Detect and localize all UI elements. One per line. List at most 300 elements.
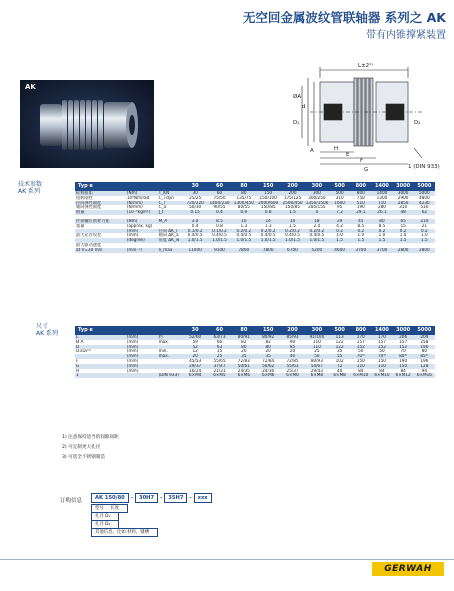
table-cell: 1600: [329, 201, 350, 206]
table-cell: 55: [329, 354, 350, 359]
table-cell: 82: [256, 340, 280, 345]
table-cell: 50/62: [256, 364, 280, 369]
footnote-2: 2) 可定制更大孔径: [62, 445, 101, 450]
header-cell: [126, 182, 158, 191]
table-cell: 1.0: [350, 233, 371, 238]
table-cell: 1400: [371, 191, 392, 196]
table-cell: 80/55: [232, 205, 256, 210]
table-cell: 0.1/0.2: [183, 229, 207, 234]
table-cell: 8.5: [207, 219, 231, 224]
table-cell: 1.0: [393, 233, 414, 238]
table-cell: 1.0/1.5: [207, 238, 231, 243]
table-cell: 轴向 ΔK_a: [158, 233, 183, 238]
table-cell: 206: [393, 335, 414, 340]
table-cell: 157: [350, 340, 371, 345]
table-cell: 122: [329, 340, 350, 345]
table-cell: 20: [280, 349, 304, 354]
order-dash: -: [130, 495, 133, 501]
table-cell: 40: [329, 369, 350, 374]
table-cell: 1.0/1.5: [305, 238, 329, 243]
order-code: [91, 493, 212, 503]
table-cell: 150: [256, 191, 280, 196]
table-cell: 4800: [414, 196, 435, 201]
table-cell: 66: [207, 340, 231, 345]
table-cell: 0.2: [393, 229, 414, 234]
dim-d1: D₁: [293, 120, 300, 126]
table-cell: (Nm): [126, 219, 158, 224]
technical-drawing: [290, 58, 448, 178]
table-cell: 角度 ΔK_w: [158, 238, 183, 243]
table-cell: 84: [371, 369, 392, 374]
table-cell: 0.4/0.5: [280, 233, 304, 238]
table-cell: Ø A: [75, 340, 126, 345]
table-cell: 45: [350, 219, 371, 224]
table-cell: 26.1: [371, 210, 392, 215]
table-cell: 拧紧螺钉锁紧力矩: [75, 219, 126, 224]
header-cell: Typ e: [75, 182, 126, 191]
table-cell: 190: [414, 345, 435, 350]
table-cell: 径向弹性刚度: [75, 201, 126, 206]
table-cell: (mm): [126, 229, 158, 234]
header-cell: 30: [183, 182, 207, 191]
table-cell: 6×M4: [183, 373, 207, 378]
table-cell: 29/43: [305, 369, 329, 374]
order-dash: -: [189, 495, 192, 501]
table-cell: 0.4/0.5: [232, 233, 256, 238]
table-cell: 6×M8: [305, 373, 329, 378]
table-cell: 135/75: [232, 196, 256, 201]
header-cell: 500: [329, 326, 350, 335]
table-cell: 52: [183, 345, 207, 350]
header-cell: 80: [232, 182, 256, 191]
table-cell: L: [75, 335, 126, 340]
table-cell: 48: [393, 210, 414, 215]
header-cell: 3000: [393, 182, 414, 191]
dim-a: A: [310, 148, 314, 154]
table-cell: J_t: [158, 210, 183, 215]
table-cell: D: [75, 345, 126, 350]
table-cell: 70³⁾: [350, 354, 371, 359]
header-cell: 5000: [414, 326, 435, 335]
header-cell: 60: [207, 326, 231, 335]
header-cell: 80: [232, 326, 256, 335]
table-cell: C_Tdyn: [158, 196, 183, 201]
table-cell: 90: [280, 340, 304, 345]
table-cell: M_A: [158, 219, 183, 224]
table-cell: (DIN 933): [158, 373, 183, 378]
table-cell: C_a: [158, 205, 183, 210]
table-cell: 1.5: [371, 238, 392, 243]
section1-label: [18, 181, 42, 195]
table-cell: 0.9: [232, 210, 256, 215]
table-cell: 0.4/0.5: [207, 233, 231, 238]
table-cell: 110: [305, 345, 329, 350]
table-cell: (10⁻³kgm²): [126, 210, 158, 215]
table-cell: 55/63: [280, 364, 304, 369]
table-cell: 80/93: [305, 359, 329, 364]
table-cell: 72/83: [232, 359, 256, 364]
table-cell: (N/mm): [126, 205, 158, 210]
table-cell: 7800: [256, 248, 280, 253]
dim-f: F: [360, 158, 364, 164]
table-cell: 14: [280, 219, 304, 224]
table-cell: 110: [371, 364, 392, 369]
table-cell: 80: [414, 349, 435, 354]
table-cell: 1300: [371, 196, 392, 201]
table-cell: 4: [305, 210, 329, 215]
order-legend-bore1: 孔径 D₁: [95, 514, 111, 519]
order-bore1-box: 30H7: [135, 493, 158, 503]
table-cell: 1.0: [329, 233, 350, 238]
table-cell: 2500/450: [280, 201, 304, 206]
table-cell: 0.2: [371, 229, 392, 234]
table-cell: n_max: [158, 248, 183, 253]
table-cell: 91/104: [305, 335, 329, 340]
dimensions-table: [75, 326, 435, 378]
table-cell: (mm): [126, 359, 158, 364]
order-legend-bore2: 孔径 D₂: [95, 522, 111, 527]
footer-divider: [0, 559, 454, 560]
table-cell: (min⁻¹): [126, 248, 158, 253]
table-cell: 0.2: [329, 229, 350, 234]
table-cell: 300/250: [305, 196, 329, 201]
section2-label-line2: AK 系列: [36, 330, 58, 337]
table-cell: 0.4: [207, 210, 231, 215]
header-cell: 1400: [371, 326, 392, 335]
order-legend-type: 型号: [95, 506, 104, 511]
header-cell: [158, 182, 183, 191]
table-cell: 170: [371, 335, 392, 340]
table-cell: 60: [207, 191, 231, 196]
table-cell: 最大允许误差: [75, 233, 126, 238]
table-cell: 150: [371, 359, 392, 364]
section2-label: [36, 323, 58, 337]
table-cell: 72/84: [256, 359, 280, 364]
table-cell: 152: [393, 345, 414, 350]
header-cell: 30: [183, 326, 207, 335]
table-cell: (mm): [126, 369, 158, 374]
table-cell: 0.4/0.5: [183, 233, 207, 238]
header-cell: 200: [280, 182, 304, 191]
table-cell: 75/50: [207, 196, 231, 201]
table-cell: 3.0: [183, 219, 207, 224]
table-cell: 10: [232, 219, 256, 224]
table-cell: 85/93: [280, 335, 304, 340]
table-header: [75, 182, 435, 191]
table-cell: 80³⁾: [393, 354, 414, 359]
table-cell: 209: [414, 335, 435, 340]
coupling-image: [20, 80, 154, 168]
table-cell: 3000: [393, 191, 414, 196]
table-cell: F: [75, 359, 126, 364]
table-cell: 110: [350, 364, 371, 369]
table-cell: 0.2: [350, 229, 371, 234]
table-cell: 29: [329, 219, 350, 224]
table-cell: G: [75, 364, 126, 369]
table-cell: (Nm): [126, 191, 158, 196]
table-cell: 85³⁾: [414, 354, 435, 359]
table-cell: 1.0/1.5: [280, 238, 304, 243]
table-cell: 80: [232, 191, 256, 196]
section1-label-line1: 技术参数: [18, 181, 43, 188]
table-cell: 径向 ΔK_r: [158, 229, 183, 234]
table-cell: 80: [232, 345, 256, 350]
table-cell: 310: [329, 196, 350, 201]
table-cell: 7800: [232, 248, 256, 253]
table-cell: 80/92: [256, 335, 280, 340]
table-cell: 510: [414, 205, 435, 210]
table-row: [75, 248, 435, 253]
order-legend-extra: 其他信息，比如 材料、键槽: [95, 530, 150, 535]
table-cell: 0.4/0.5: [256, 233, 280, 238]
table-cell: (mm): [126, 349, 158, 354]
table-cell: 190: [350, 205, 371, 210]
table-cell: 1.5: [280, 224, 304, 229]
photo-label: AK: [25, 83, 36, 91]
table-cell: 14: [256, 219, 280, 224]
table-cell: 8.5: [371, 224, 392, 229]
table-cell: 52/60: [183, 335, 207, 340]
table-cell: 1.0/1.5: [232, 238, 256, 243]
section2-label-line1: 尺寸: [36, 323, 49, 330]
gerwah-logo: GERWAH: [372, 562, 444, 576]
table-cell: 2800: [393, 248, 414, 253]
table-cell: 190: [393, 359, 414, 364]
technical-data-table: [75, 182, 435, 253]
table-cell: 最大驱动速度: [75, 243, 126, 248]
table-cell: 20: [183, 354, 207, 359]
table-cell: 84: [393, 369, 414, 374]
order-type-box: AK 150/80: [91, 493, 129, 503]
table-cell: 0.2/0.2: [232, 229, 256, 234]
table-cell: 9100: [207, 248, 231, 253]
table-cell: 6×M6: [256, 373, 280, 378]
table-cell: 35: [232, 354, 256, 359]
table-cell: (mm): [126, 354, 158, 359]
table-cell: 20: [256, 349, 280, 354]
table-cell: (degree): [126, 238, 158, 243]
table-cell: 2000/600: [256, 201, 280, 206]
table-cell: 1.5: [414, 238, 435, 243]
table-cell: 40: [280, 354, 304, 359]
order-bore2-box: 35H7: [164, 493, 187, 503]
table-cell: 50: [350, 349, 371, 354]
table-cell: 175/125: [280, 196, 304, 201]
header-cell: 300: [305, 326, 329, 335]
table-cell: (mm): [126, 364, 158, 369]
table-cell: 1350/1500: [305, 200, 329, 205]
table-cell: 157: [371, 340, 392, 345]
table-cell: (mm): [126, 335, 158, 340]
table-cell: (mm): [126, 345, 158, 350]
table-cell: 1.5: [393, 238, 414, 243]
table-cell: 6×M10: [371, 373, 392, 378]
table-cell: 30: [183, 191, 207, 196]
footnote-1: 1) 注意保持适当的间隙间距: [62, 435, 119, 440]
table-cell: 50: [371, 349, 392, 354]
dim-h: H: [334, 146, 339, 152]
table-cell: 2.4: [305, 224, 329, 229]
table-cell: 59: [183, 340, 207, 345]
header-cell: 200: [280, 326, 304, 335]
table-cell: 800: [350, 191, 371, 196]
order-extra-box: xxx: [194, 493, 212, 503]
table-cell: 6×M6: [280, 373, 304, 378]
table-cell: 0.2/0.2: [280, 229, 304, 234]
table-cell: 35: [329, 349, 350, 354]
table-header: [75, 326, 435, 335]
table-cell: 50: [305, 354, 329, 359]
table-cell: 25: [207, 354, 231, 359]
table-cell: 7.2: [329, 210, 350, 215]
header-cell: 5000: [414, 182, 435, 191]
table-cell: 16/24: [183, 369, 207, 374]
table-cell: 29/37: [183, 364, 207, 369]
table-cell: 258: [414, 340, 435, 345]
dim-length: L±2¹⁾: [358, 63, 373, 69]
table-cell: 重量: [75, 224, 126, 229]
table-cell: 8.5: [350, 224, 371, 229]
table-cell: 24/35: [232, 369, 256, 374]
table-cell: 300: [305, 191, 329, 196]
table-cell: 1.3: [256, 224, 280, 229]
header-cell: 500: [329, 182, 350, 191]
table-cell: 1.0/1.5: [256, 238, 280, 243]
table-cell: 1: [75, 373, 126, 378]
table-cell: 80: [256, 345, 280, 350]
table-cell: 1.5: [329, 238, 350, 243]
table-cell: 24/36: [256, 369, 280, 374]
table-cell: 15: [393, 224, 414, 229]
header-cell: 300: [305, 182, 329, 191]
table-cell: 710: [371, 201, 392, 206]
table-row: [75, 373, 435, 378]
table-cell: 280: [371, 205, 392, 210]
header-cell: 800: [350, 182, 371, 191]
table-cell: 6×M10: [350, 373, 371, 378]
table-cell: 62: [414, 210, 435, 215]
table-cell: 4.2: [329, 224, 350, 229]
table-cell: D₁/D₂⁽²⁾: [75, 349, 126, 354]
page-subtitle: 带有内锥撑紧装置: [366, 30, 446, 41]
header-cell: 150: [256, 326, 280, 335]
table-cell: 85: [280, 345, 304, 350]
order-legend-row-extra: [91, 528, 158, 537]
table-cell: 0.1/0.2: [207, 229, 231, 234]
table-cell: 25/37: [280, 369, 304, 374]
table-cell: 6×M6: [232, 373, 256, 378]
header-cell: 150: [256, 182, 280, 191]
table-cell: 152: [371, 345, 392, 350]
table-cell: 63/73: [207, 335, 231, 340]
table-cell: 84: [350, 369, 371, 374]
dim-g: G: [364, 167, 369, 173]
table-cell: 65: [393, 219, 414, 224]
footnote-3: 3) 可选全不锈钢制造: [62, 455, 105, 460]
header-cell: [158, 326, 183, 335]
table-cell: 0.4: [183, 224, 207, 229]
table-cell: 1.0/1.5: [183, 238, 207, 243]
table-cell: 0.2: [414, 229, 435, 234]
table-cell: 3700: [371, 248, 392, 253]
table-cell: 29.1: [350, 210, 371, 215]
table-cell: 45/53: [183, 359, 207, 364]
table-cell: 70: [393, 349, 414, 354]
table-cell: 720/220: [183, 201, 207, 206]
table-cell: 轴向弹性刚度: [75, 205, 126, 210]
table-cell: 196: [414, 359, 435, 364]
table-cell: 约: [158, 335, 183, 340]
table-cell: 94: [414, 369, 435, 374]
table-cell: 63: [207, 345, 231, 350]
table-cell: 1300/450: [232, 201, 256, 206]
table-cell: 10³Nm/rad: [126, 196, 158, 201]
table-cell: 110: [305, 340, 329, 345]
order-dash: -: [160, 495, 163, 501]
table-cell: 0.8: [207, 224, 231, 229]
table-cell: 2850: [393, 201, 414, 206]
table-cell: 150/85: [256, 205, 280, 210]
table-cell: 25: [305, 349, 329, 354]
table-cell: 21/31: [207, 369, 231, 374]
table-cell: 152: [350, 345, 371, 350]
table-cell: 72/85: [280, 359, 304, 364]
table-cell: 170: [350, 335, 371, 340]
header-cell: 1400: [371, 182, 392, 191]
table-cell: 0.2/0.2: [305, 229, 329, 234]
table-cell: 1.5: [350, 238, 371, 243]
header-cell: 3000: [393, 326, 414, 335]
table-cell: 12: [183, 349, 207, 354]
table-cell: 122: [329, 345, 350, 350]
dim-da: ØA: [293, 94, 302, 100]
header-cell: 800: [350, 326, 371, 335]
table-cell: C_r: [158, 201, 183, 206]
footnotes: [62, 433, 119, 463]
table-cell: (approx. kg): [126, 224, 158, 229]
table-cell: 2800: [414, 248, 435, 253]
table-cell: 95: [329, 205, 350, 210]
table-cell: 72: [329, 364, 350, 369]
table-cell: 0.8: [256, 210, 280, 215]
table-cell: 50/30: [183, 205, 207, 210]
table-cell: 0.15: [183, 210, 207, 215]
table-cell: 2900: [393, 196, 414, 201]
page-title: 无空回金属波纹管联轴器 系列之 AK: [242, 10, 446, 25]
table-cell: max.: [158, 354, 183, 359]
table-cell: 18: [305, 219, 329, 224]
table-cell: 21: [414, 224, 435, 229]
table-cell: 1.0: [371, 233, 392, 238]
table-cell: 150/100: [256, 196, 280, 201]
table-cell: 82: [232, 340, 256, 345]
table-cell: T_KN: [158, 191, 183, 196]
table-cell: at V=30 m/s: [75, 248, 126, 253]
dim-e: E: [346, 152, 350, 158]
product-photo: [20, 80, 154, 168]
table-cell: 35: [256, 354, 280, 359]
table-cell: 150: [393, 364, 414, 369]
table-cell: H: [75, 369, 126, 374]
table-cell: 70³⁾: [371, 354, 392, 359]
table-cell: 15: [207, 349, 231, 354]
table-cell: 1400/230: [207, 201, 231, 206]
table-cell: 11000: [183, 248, 207, 253]
table-cell: 4600: [329, 248, 350, 253]
table-cell: 惯量: [75, 210, 126, 215]
table-cell: 3700: [350, 248, 371, 253]
table-cell: 20: [232, 349, 256, 354]
